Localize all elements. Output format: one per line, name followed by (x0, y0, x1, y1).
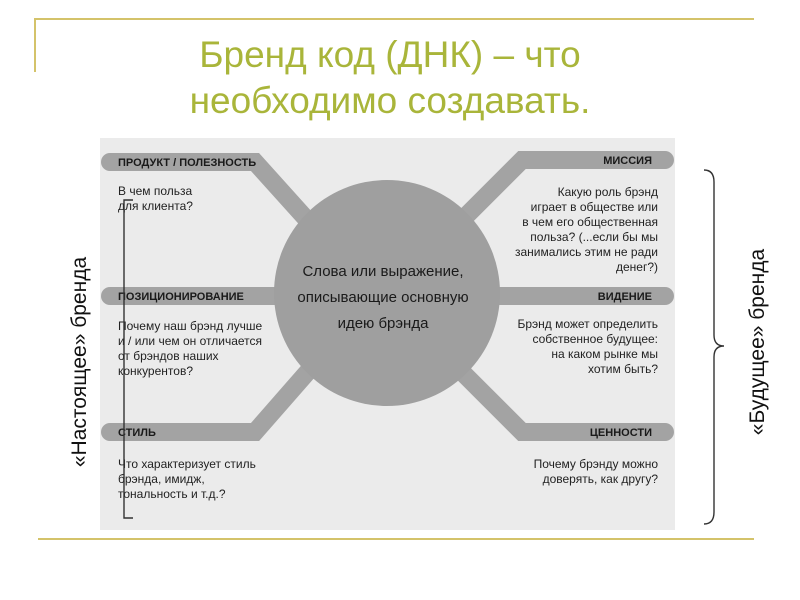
label-values: ЦЕННОСТИ (589, 427, 652, 439)
label-mission: МИССИЯ (603, 155, 652, 167)
positioning-text-4: конкурентов? (118, 364, 193, 378)
title-line-2: необходимо создавать. (189, 80, 591, 121)
style-text-2: брэнда, имидж, (118, 472, 205, 486)
mission-text-2: играет в обществе или (530, 200, 658, 214)
mission-text-5: занимались этим не ради (514, 245, 658, 259)
vision-text-2: собственное будущее: (532, 332, 658, 346)
label-positioning: ПОЗИЦИОНИРОВАНИЕ (118, 291, 244, 303)
center-line-2: описывающие основную (297, 289, 469, 306)
mission-text-1: Какую роль брэнд (557, 185, 658, 199)
mission-text-6: денег?) (615, 260, 658, 274)
vision-text-4: хотим быть? (588, 362, 658, 376)
product-text-1: В чем польза (118, 184, 193, 198)
mission-text-4: польза? (...если бы мы (530, 230, 658, 244)
positioning-text-3: от брэндов наших (118, 349, 219, 363)
future-brand-label: «Будущее» бренда (746, 248, 769, 436)
title-line-1: Бренд код (ДНК) – что (199, 34, 581, 75)
values-text-2: доверять, как другу? (542, 472, 658, 486)
positioning-text-2: и / или чем он отличается (118, 334, 262, 348)
mission-text-3: в чем его общественная (522, 215, 658, 229)
right-curly-brace (704, 170, 724, 524)
label-style: СТИЛЬ (118, 427, 156, 439)
values-text-1: Почему брэнду можно (533, 457, 658, 471)
center-line-3: идею брэнда (337, 315, 429, 332)
label-vision: ВИДЕНИЕ (597, 291, 652, 303)
vision-text-3: на каком рынке мы (551, 347, 658, 361)
present-brand-label: «Настоящее» бренда (68, 256, 91, 468)
label-product: ПРОДУКТ / ПОЛЕЗНОСТЬ (118, 157, 257, 169)
style-text-3: тональность и т.д.? (118, 487, 226, 501)
vision-text-1: Брэнд может определить (517, 317, 658, 331)
style-text-1: Что характеризует стиль (118, 457, 256, 471)
center-line-1: Слова или выражение, (302, 263, 464, 280)
product-text-2: для клиента? (118, 199, 193, 213)
positioning-text-1: Почему наш брэнд лучше (118, 319, 263, 333)
